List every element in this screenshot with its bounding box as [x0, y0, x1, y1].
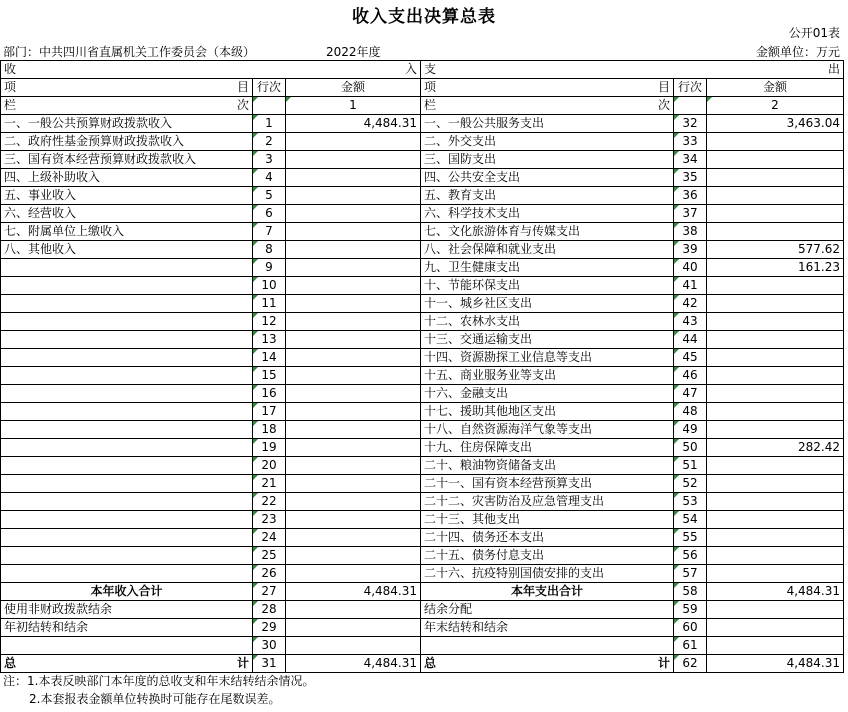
budget-table [0, 60, 844, 673]
expense-rowno-cell: 54 [674, 511, 707, 529]
income-item-cell [1, 529, 253, 547]
income-item-cell [1, 493, 253, 511]
expense-amount-cell [707, 187, 844, 205]
expense-rowno-cell: 46 [674, 367, 707, 385]
expense-item-cell: 十一、城乡社区支出 [421, 295, 674, 313]
income-rowno-cell: 20 [253, 457, 286, 475]
income-item-cell [1, 331, 253, 349]
income-item-cell: 三、国有资本经营预算财政拨款收入 [1, 151, 253, 169]
income-amount-cell [286, 187, 421, 205]
income-amount-cell [286, 313, 421, 331]
expense-amount-cell [707, 475, 844, 493]
income-item-cell [1, 385, 253, 403]
income-section-header: 收 入 [1, 61, 421, 79]
expense-rowno-cell: 32 [674, 115, 707, 133]
income-rowno-cell: 27 [253, 583, 286, 601]
expense-rowno-cell: 37 [674, 205, 707, 223]
income-rowno-cell: 30 [253, 637, 286, 655]
income-rowno-header: 行次 [253, 79, 286, 97]
expense-item-cell: 结余分配 [421, 601, 674, 619]
income-item-cell: 七、附属单位上缴收入 [1, 223, 253, 241]
table-row [1, 331, 844, 349]
header-row-columns [1, 79, 844, 97]
income-item-cell [1, 421, 253, 439]
expense-amount-cell [707, 529, 844, 547]
income-rowno-cell: 2 [253, 133, 286, 151]
table-row [1, 529, 844, 547]
income-amount-cell [286, 457, 421, 475]
form-code: 公开01表 [788, 26, 840, 40]
income-amount-cell [286, 619, 421, 637]
expense-amount-cell [707, 349, 844, 367]
table-row [1, 277, 844, 295]
expense-rowno-cell: 33 [674, 133, 707, 151]
income-item-cell: 年初结转和结余 [1, 619, 253, 637]
budget-table-body [1, 61, 844, 673]
income-item-cell [1, 313, 253, 331]
income-amount-cell [286, 367, 421, 385]
income-rowno-cell: 8 [253, 241, 286, 259]
income-amount-cell [286, 241, 421, 259]
expense-item-cell: 九、卫生健康支出 [421, 259, 674, 277]
expense-rowno-cell: 48 [674, 403, 707, 421]
expense-rowno-cell: 36 [674, 187, 707, 205]
expense-amount-cell: 577.62 [707, 241, 844, 259]
expense-item-cell: 二十二、灾害防治及应急管理支出 [421, 493, 674, 511]
table-row [1, 223, 844, 241]
income-rowno-cell: 21 [253, 475, 286, 493]
table-row [1, 313, 844, 331]
table-row [1, 565, 844, 583]
footnote-2: 2.本套报表金额单位转换时可能存在尾数误差。 [29, 692, 281, 706]
footnotes [3, 672, 314, 708]
expense-total-rowno: 62 [674, 655, 707, 673]
table-row [1, 205, 844, 223]
income-amount-cell [286, 475, 421, 493]
expense-amount-cell [707, 295, 844, 313]
income-rowno-cell: 1 [253, 115, 286, 133]
expense-amount-cell: 282.42 [707, 439, 844, 457]
income-item-cell [1, 457, 253, 475]
expense-col-label: 栏 次 [421, 97, 674, 115]
income-amount-cell [286, 601, 421, 619]
year-label: 2022年度 [326, 45, 381, 59]
income-rowno-cell: 29 [253, 619, 286, 637]
income-rowno-cell: 10 [253, 277, 286, 295]
expense-amount-cell [707, 547, 844, 565]
expense-amount-cell [707, 367, 844, 385]
expense-rowno-cell: 56 [674, 547, 707, 565]
income-rowno-cell: 17 [253, 403, 286, 421]
expense-rowno-cell: 38 [674, 223, 707, 241]
expense-rowno-cell: 35 [674, 169, 707, 187]
table-row [1, 601, 844, 619]
table-row [1, 349, 844, 367]
income-amount-cell [286, 385, 421, 403]
header-row-colnum [1, 97, 844, 115]
expense-rowno-cell: 52 [674, 475, 707, 493]
header-row-section [1, 61, 844, 79]
income-amount-cell [286, 169, 421, 187]
income-total-rowno: 31 [253, 655, 286, 673]
income-rowno-cell: 15 [253, 367, 286, 385]
income-amount-header: 金额 [286, 79, 421, 97]
expense-rowno-cell: 58 [674, 583, 707, 601]
expense-amount-cell [707, 133, 844, 151]
income-item-cell [1, 475, 253, 493]
income-item-cell [1, 511, 253, 529]
expense-item-header: 项 目 [421, 79, 674, 97]
expense-amount-cell [707, 565, 844, 583]
income-amount-cell [286, 223, 421, 241]
income-item-cell [1, 403, 253, 421]
income-total-amount: 4,484.31 [286, 655, 421, 673]
expense-amount-cell [707, 637, 844, 655]
income-rowno-cell: 4 [253, 169, 286, 187]
income-total-label: 总 计 [1, 655, 253, 673]
expense-rowno-cell: 49 [674, 421, 707, 439]
income-rowno-cell: 6 [253, 205, 286, 223]
table-row [1, 259, 844, 277]
expense-rowno-cell: 55 [674, 529, 707, 547]
expense-item-cell: 十二、农林水支出 [421, 313, 674, 331]
expense-rowno-cell: 53 [674, 493, 707, 511]
expense-section-header: 支 出 [421, 61, 844, 79]
table-row [1, 169, 844, 187]
expense-item-cell [421, 637, 674, 655]
income-col-label: 栏 次 [1, 97, 253, 115]
income-amount-cell [286, 205, 421, 223]
expense-item-cell: 十四、资源勘探工业信息等支出 [421, 349, 674, 367]
expense-amount-cell [707, 223, 844, 241]
expense-item-cell: 五、教育支出 [421, 187, 674, 205]
table-row [1, 457, 844, 475]
table-row [1, 583, 844, 601]
expense-item-cell: 四、公共安全支出 [421, 169, 674, 187]
expense-item-cell: 二十三、其他支出 [421, 511, 674, 529]
expense-rowno-cell: 34 [674, 151, 707, 169]
income-rowno-cell: 26 [253, 565, 286, 583]
income-item-cell [1, 637, 253, 655]
income-amount-cell [286, 403, 421, 421]
income-item-cell: 二、政府性基金预算财政拨款收入 [1, 133, 253, 151]
income-item-cell: 五、事业收入 [1, 187, 253, 205]
expense-amount-cell [707, 331, 844, 349]
table-row [1, 115, 844, 133]
table-row [1, 295, 844, 313]
table-row [1, 475, 844, 493]
expense-total-label: 总 计 [421, 655, 674, 673]
expense-rowno-cell: 41 [674, 277, 707, 295]
expense-rowno-cell: 40 [674, 259, 707, 277]
income-amount-cell [286, 547, 421, 565]
income-amount-cell: 4,484.31 [286, 583, 421, 601]
income-rowno-cell: 5 [253, 187, 286, 205]
expense-amount-cell [707, 313, 844, 331]
unit-label: 金额单位：万元 [755, 45, 840, 59]
income-rowno-cell: 22 [253, 493, 286, 511]
expense-rowno-cell: 43 [674, 313, 707, 331]
total-row [1, 655, 844, 673]
table-row [1, 619, 844, 637]
income-col-number: 1 [286, 97, 421, 115]
expense-item-cell: 本年支出合计 [421, 583, 674, 601]
income-amount-cell [286, 529, 421, 547]
expense-amount-cell [707, 277, 844, 295]
footnote-1: 注：1.本表反映部门本年度的总收支和年末结转结余情况。 [3, 674, 315, 688]
income-item-cell [1, 439, 253, 457]
income-item-cell [1, 349, 253, 367]
expense-amount-cell: 161.23 [707, 259, 844, 277]
expense-rowno-header: 行次 [674, 79, 707, 97]
expense-amount-cell [707, 385, 844, 403]
income-rowno-cell: 7 [253, 223, 286, 241]
table-row [1, 421, 844, 439]
table-row [1, 511, 844, 529]
income-rowno-cell: 9 [253, 259, 286, 277]
report-title: 收入支出决算总表 [352, 7, 496, 27]
income-rowno-cell: 18 [253, 421, 286, 439]
income-amount-cell [286, 511, 421, 529]
expense-item-cell: 二十五、债务付息支出 [421, 547, 674, 565]
expense-rowno-cell: 61 [674, 637, 707, 655]
income-amount-cell [286, 421, 421, 439]
expense-amount-cell [707, 601, 844, 619]
income-amount-cell [286, 133, 421, 151]
expense-amount-header: 金额 [707, 79, 844, 97]
income-amount-cell [286, 259, 421, 277]
income-item-cell: 使用非财政拨款结余 [1, 601, 253, 619]
expense-rowno-cell: 57 [674, 565, 707, 583]
income-amount-cell [286, 295, 421, 313]
income-item-cell [1, 367, 253, 385]
income-amount-cell [286, 277, 421, 295]
table-row [1, 547, 844, 565]
income-item-cell: 本年收入合计 [1, 583, 253, 601]
table-row [1, 493, 844, 511]
expense-rowno-cell: 47 [674, 385, 707, 403]
table-row [1, 385, 844, 403]
table-row [1, 151, 844, 169]
expense-item-cell: 三、国防支出 [421, 151, 674, 169]
income-rowno-cell: 3 [253, 151, 286, 169]
income-amount-cell [286, 439, 421, 457]
income-amount-cell [286, 151, 421, 169]
income-col-blank [253, 97, 286, 115]
expense-item-cell: 八、社会保障和就业支出 [421, 241, 674, 259]
expense-col-blank [674, 97, 707, 115]
expense-amount-cell [707, 151, 844, 169]
expense-item-cell: 二十四、债务还本支出 [421, 529, 674, 547]
income-rowno-cell: 11 [253, 295, 286, 313]
expense-amount-cell [707, 169, 844, 187]
income-rowno-cell: 23 [253, 511, 286, 529]
table-row [1, 637, 844, 655]
expense-rowno-cell: 51 [674, 457, 707, 475]
income-item-cell [1, 547, 253, 565]
department-label: 部门：中共四川省直属机关工作委员会（本级） [3, 45, 256, 59]
expense-amount-cell [707, 511, 844, 529]
income-item-cell: 八、其他收入 [1, 241, 253, 259]
expense-item-cell: 十、节能环保支出 [421, 277, 674, 295]
expense-item-cell: 七、文化旅游体育与传媒支出 [421, 223, 674, 241]
expense-amount-cell [707, 403, 844, 421]
income-item-cell [1, 565, 253, 583]
expense-rowno-cell: 44 [674, 331, 707, 349]
income-item-cell [1, 277, 253, 295]
expense-item-cell: 一、一般公共服务支出 [421, 115, 674, 133]
income-item-header: 项 目 [1, 79, 253, 97]
table-row [1, 439, 844, 457]
expense-total-amount: 4,484.31 [707, 655, 844, 673]
expense-item-cell: 六、科学技术支出 [421, 205, 674, 223]
income-rowno-cell: 28 [253, 601, 286, 619]
expense-amount-cell [707, 619, 844, 637]
expense-item-cell: 十三、交通运输支出 [421, 331, 674, 349]
income-item-cell [1, 259, 253, 277]
income-rowno-cell: 14 [253, 349, 286, 367]
income-rowno-cell: 19 [253, 439, 286, 457]
expense-col-number: 2 [707, 97, 844, 115]
income-amount-cell [286, 637, 421, 655]
expense-item-cell: 二十、粮油物资储备支出 [421, 457, 674, 475]
table-row [1, 187, 844, 205]
expense-item-cell: 十五、商业服务业等支出 [421, 367, 674, 385]
income-item-cell [1, 295, 253, 313]
expense-amount-cell: 4,484.31 [707, 583, 844, 601]
income-item-cell: 一、一般公共预算财政拨款收入 [1, 115, 253, 133]
income-amount-cell [286, 493, 421, 511]
expense-amount-cell [707, 457, 844, 475]
income-rowno-cell: 13 [253, 331, 286, 349]
table-row [1, 133, 844, 151]
expense-amount-cell [707, 205, 844, 223]
table-row [1, 403, 844, 421]
income-rowno-cell: 12 [253, 313, 286, 331]
income-amount-cell [286, 349, 421, 367]
expense-item-cell: 十七、援助其他地区支出 [421, 403, 674, 421]
income-amount-cell [286, 565, 421, 583]
income-amount-cell: 4,484.31 [286, 115, 421, 133]
expense-item-cell: 年末结转和结余 [421, 619, 674, 637]
expense-item-cell: 二、外交支出 [421, 133, 674, 151]
income-rowno-cell: 24 [253, 529, 286, 547]
expense-rowno-cell: 50 [674, 439, 707, 457]
income-item-cell: 四、上级补助收入 [1, 169, 253, 187]
income-item-cell: 六、经营收入 [1, 205, 253, 223]
table-row [1, 241, 844, 259]
table-row [1, 367, 844, 385]
expense-item-cell: 十八、自然资源海洋气象等支出 [421, 421, 674, 439]
expense-amount-cell: 3,463.04 [707, 115, 844, 133]
expense-rowno-cell: 42 [674, 295, 707, 313]
expense-amount-cell [707, 421, 844, 439]
expense-item-cell: 十九、住房保障支出 [421, 439, 674, 457]
expense-rowno-cell: 39 [674, 241, 707, 259]
income-rowno-cell: 25 [253, 547, 286, 565]
income-rowno-cell: 16 [253, 385, 286, 403]
expense-rowno-cell: 60 [674, 619, 707, 637]
expense-item-cell: 十六、金融支出 [421, 385, 674, 403]
expense-rowno-cell: 45 [674, 349, 707, 367]
expense-item-cell: 二十六、抗疫特别国债安排的支出 [421, 565, 674, 583]
expense-item-cell: 二十一、国有资本经营预算支出 [421, 475, 674, 493]
expense-rowno-cell: 59 [674, 601, 707, 619]
income-amount-cell [286, 331, 421, 349]
expense-amount-cell [707, 493, 844, 511]
